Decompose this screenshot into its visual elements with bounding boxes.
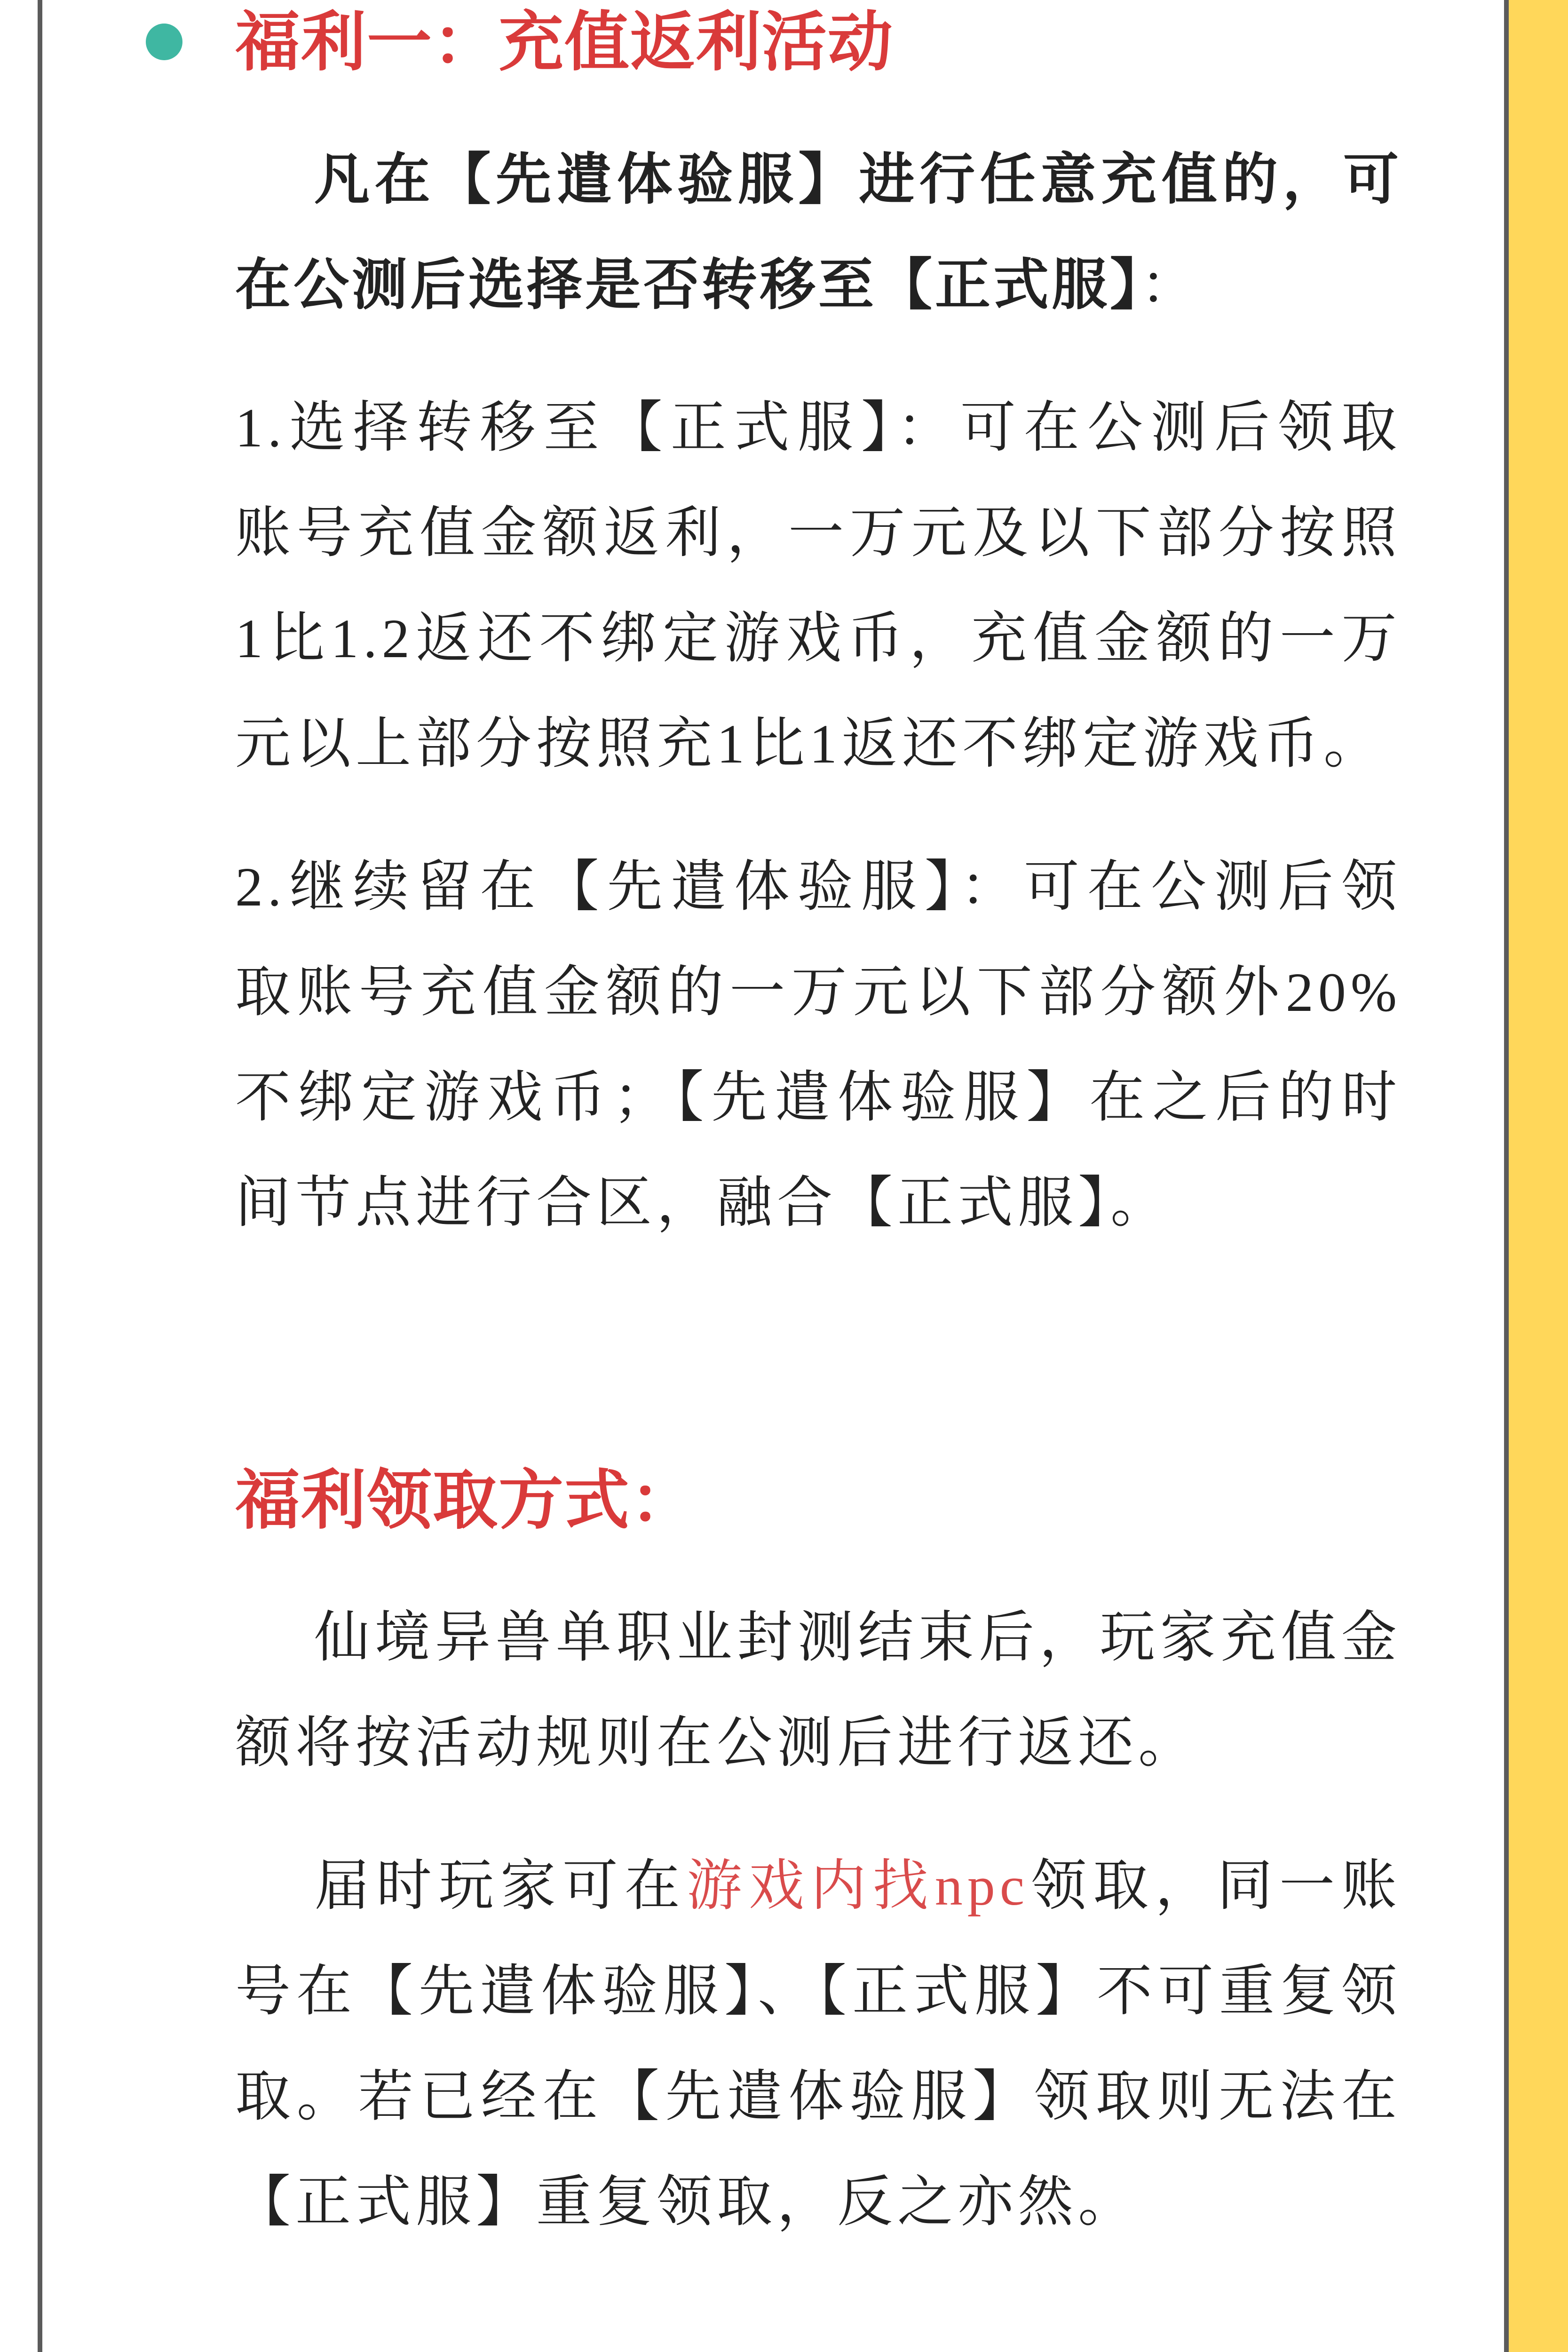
section1-heading: [235, 0, 1402, 89]
claim-para2: [235, 1834, 1402, 2255]
claim-para1: 仙境异兽单职业封测结束后，玩家充值金额将按活动规则在公测后进行返还。: [235, 1607, 1402, 1774]
section1-intro-text: 凡在【先遣体验服】进行任意充值的，可在公测后选择是否转移至【正式服】: [235, 149, 1402, 316]
frame-right-border: [1504, 0, 1509, 2352]
claim-para2-before: 届时玩家可在: [314, 1855, 687, 1917]
article-content: [235, 0, 1402, 2352]
section1-item2: 2.继续留在【先遣体验服】：可在公测后领取账号充值金额的一万元以下部分额外20%不绑定游戏币；【先遣体验服】在之后的时间节点进行合区，融合【正式服】。: [235, 856, 1402, 1234]
section1-title: 福利一：充值返利活动: [235, 6, 894, 79]
claim-para2-highlight: 游戏内找npc: [686, 1855, 1029, 1917]
claim-heading: [235, 1454, 1402, 1548]
section1-intro-colon: ：: [1140, 254, 1199, 316]
claim-para2-after: 领取，同一账号在【先遣体验服】、【正式服】不可重复领取。若已经在【先遣体验服】领取则无法在【正式服】重复领取，反之亦然。: [235, 1855, 1402, 2233]
frame-left-border: [38, 0, 42, 2352]
section1-intro: [235, 127, 1402, 338]
teal-dot-icon: [146, 24, 182, 60]
claim-title: 福利领取方式：: [235, 1464, 697, 1537]
side-yellow-bar: [1509, 0, 1568, 2352]
section1-item1: 1.选择转移至【正式服】：可在公测后领取账号充值金额返利，一万元及以下部分按照1比1.2返还不绑定游戏币，充值金额的一万元以上部分按照充1比1返还不绑定游戏币。: [235, 397, 1402, 775]
